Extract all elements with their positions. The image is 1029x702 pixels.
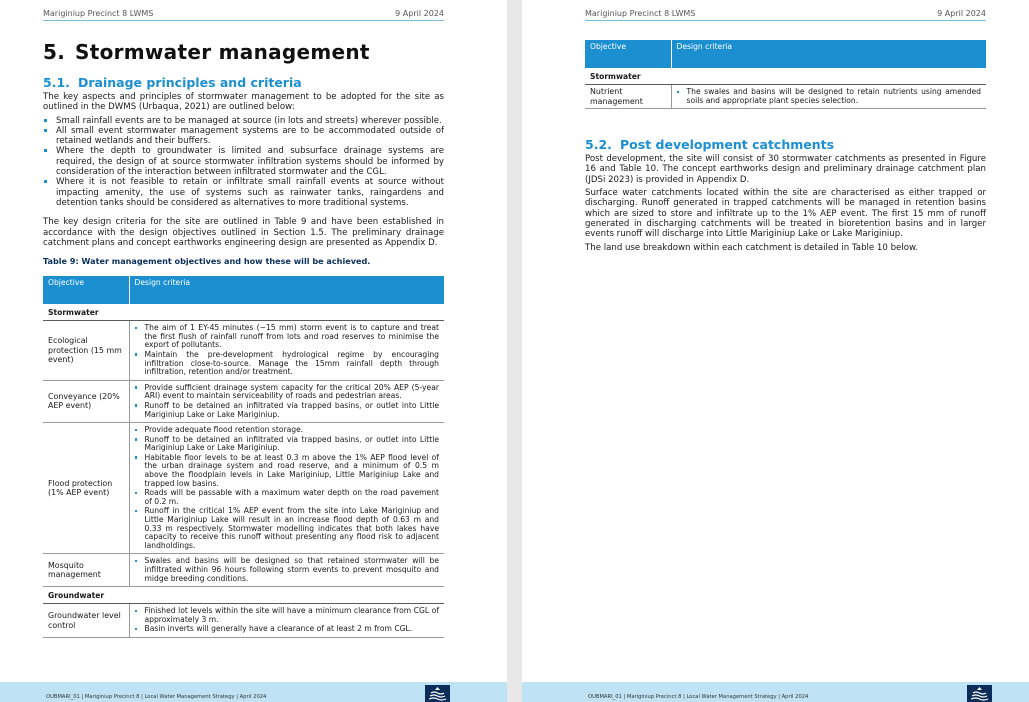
subsection-heading (585, 137, 986, 152)
criteria-cell (129, 321, 444, 381)
subsection-number: 5.2. (585, 137, 612, 153)
objective-cell: Flood protection (1% AEP event) (43, 423, 129, 554)
criteria-item: Runoff to be detained an infiltrated via trapped basins, or outlet into Little Mariginiup Lake or Lake Mariginiup. (135, 402, 440, 419)
subsection-title: Drainage principles and criteria (78, 75, 302, 90)
design-criteria-table (43, 276, 444, 638)
catchments-paragraph: Post development, the site will consist of 30 stormwater catchments as presented in Figure 16 and Table 10. The concept earthworks design and preliminary drainage catchment plan (JDSi 2023) is provided in Appendix D. (585, 154, 986, 185)
column-header-criteria: Design criteria (129, 276, 444, 304)
criteria-item: Swales and basins will be designed so that retained stormwater will be infiltrated within 96 hours following storm events to prevent mosquito and midge breeding conditions. (135, 557, 440, 583)
subsection-title: Post development catchments (620, 137, 835, 153)
criteria-item: Runoff to be detained an infiltrated via trapped basins, or outlet into Little Mariginiup Lake or Lake Mariginiup. (135, 436, 440, 453)
document-page-right (522, 0, 1029, 702)
group-label-stormwater: Stormwater (43, 304, 444, 321)
table-row (43, 554, 444, 587)
criteria-paragraph: The key design criteria for the site are outlined in Table 9 and have been established in accordance with the design objectives outlined in Section 1.5. The preliminary drainage catchment plans and concept earthworks engineering design are presented as Appendix D. (43, 217, 444, 248)
section-number: 5. (43, 40, 66, 64)
criteria-cell (129, 554, 444, 587)
criteria-item: Runoff in the critical 1% AEP event from the site into Lake Mariginiup and Little Mariginiup Lake will result in an increase flood depth of 0.63 m and 0.33 m respectively. Stormwater modelling indicates that both lakes have capacity to receive this runoff without presenting any flood risk to adjacent landholdings. (135, 507, 440, 550)
page-footer (0, 682, 507, 702)
group-label-groundwater: Groundwater (43, 587, 444, 604)
surface-water-paragraph: Surface water catchments located within the site are characterised as either trapped or discharging. Runoff generated in trapped catchments will be managed in retention basins which are sized to store and infiltrate up to the 1% AEP event. The first 15 mm of runoff generated in discharging catchments will be treated in bioretention basins and in larger events runoff will discharge into Little Mariginiup Lake or Lake Mariginiup. (585, 188, 986, 240)
section-title: Stormwater management (75, 40, 370, 64)
header-project: Mariginiup Precinct 8 LWMS (585, 9, 696, 18)
table-row (585, 85, 986, 109)
page-header (43, 9, 444, 21)
objective-cell: Ecological protection (15 mm event) (43, 321, 129, 381)
criteria-item: Provide sufficient drainage system capacity for the critical 20% AEP (5-year ARI) event to maintain serviceability of roads and pedestrian areas. (135, 384, 440, 401)
criteria-item: The swales and basins will be designed to retain nutrients using amended soils and appropriate plant species selection. (677, 88, 982, 105)
intro-paragraph: The key aspects and principles of stormwater management to be adopted for the site as outlined in the DWMS (Urbaqua, 2021) are outlined below: (43, 92, 444, 113)
table-row (43, 321, 444, 381)
footer-text: OUBMARI_01 | Mariginiup Precinct 8 | Local Water Management Strategy | April 2024 (46, 694, 267, 700)
column-header-criteria: Design criteria (671, 40, 986, 68)
page-content (585, 40, 986, 256)
list-item: Small rainfall events are to be managed at source (in lots and streets) wherever possible. (43, 116, 444, 126)
criteria-item: Roads will be passable with a maximum water depth on the road pavement of 0.2 m. (135, 489, 440, 506)
objective-cell: Conveyance (20% AEP event) (43, 380, 129, 422)
criteria-cell (129, 604, 444, 638)
table-group-row (43, 304, 444, 321)
table-group-row (585, 68, 986, 85)
column-header-objective: Objective (43, 276, 129, 304)
subsection-number: 5.1. (43, 75, 70, 90)
page-footer (522, 682, 1029, 702)
criteria-cell (129, 380, 444, 422)
list-item: Where the depth to groundwater is limited and subsurface drainage systems are required, the design of at source stormwater infiltration systems should be informed by consideration of the interaction between infiltrated stormwater and the CGL. (43, 146, 444, 177)
table-row (43, 604, 444, 638)
group-label-stormwater: Stormwater (585, 68, 986, 85)
criteria-cell (129, 423, 444, 554)
criteria-item: Provide adequate flood retention storage. (135, 426, 440, 435)
objective-cell: Groundwater level control (43, 604, 129, 638)
wave-logo-icon (967, 685, 992, 702)
criteria-item: Habitable floor levels to be at least 0.3 m above the 1% AEP flood level of the urban drainage system and road reserve, and a minimum of 0.5 m above the floodplain levels in Lake Mariginiup, Little Mariginiup Lake and trapped low basins. (135, 454, 440, 488)
table-caption: Table 9: Water management objectives and how these will be achieved. (43, 256, 371, 267)
criteria-item: The aim of 1 EY-45 minutes (~15 mm) storm event is to capture and treat the first flush of rainfall runoff from lots and road reserves to minimise the export of pollutants. (135, 324, 440, 350)
list-item: All small event stormwater management systems are to be accommodated outside of retained wetlands and their buffers. (43, 126, 444, 147)
table-header-row (43, 276, 444, 304)
wave-logo-icon (425, 685, 450, 702)
table-row (43, 423, 444, 554)
criteria-item: Finished lot levels within the site will have a minimum clearance from CGL of approximately 3 m. (135, 607, 440, 624)
table-header-row (585, 40, 986, 68)
header-date: 9 April 2024 (937, 9, 986, 18)
land-use-paragraph: The land use breakdown within each catchment is detailed in Table 10 below. (585, 242, 918, 253)
list-item: Where it is not feasible to retain or infiltrate small rainfall events at source without impacting amenity, the use of systems such as rainwater tanks, raingardens and detention tanks should be considered as alternatives to more traditional systems. (43, 177, 444, 208)
criteria-item: Maintain the pre-development hydrological regime by encouraging infiltration close-to-source. Manage the 15mm rainfall depth through infiltration, retention and/or treatment. (135, 351, 440, 377)
table-row (43, 380, 444, 422)
page-content (43, 40, 444, 638)
document-page-left (0, 0, 507, 702)
table-group-row (43, 587, 444, 604)
criteria-item: Basin inverts will generally have a clearance of at least 2 m from CGL. (135, 625, 440, 634)
header-project: Mariginiup Precinct 8 LWMS (43, 9, 154, 18)
footer-text: OUBMARI_01 | Mariginiup Precinct 8 | Local Water Management Strategy | April 2024 (588, 694, 809, 700)
objective-cell: Mosquito management (43, 554, 129, 587)
subsection-heading (43, 75, 444, 90)
header-date: 9 April 2024 (395, 9, 444, 18)
column-header-objective: Objective (585, 40, 671, 68)
principles-list (43, 116, 444, 209)
design-criteria-table-continued (585, 40, 986, 109)
criteria-cell (671, 85, 986, 109)
objective-cell: Nutrient management (585, 85, 671, 109)
section-heading (43, 40, 444, 64)
page-header (585, 9, 986, 21)
